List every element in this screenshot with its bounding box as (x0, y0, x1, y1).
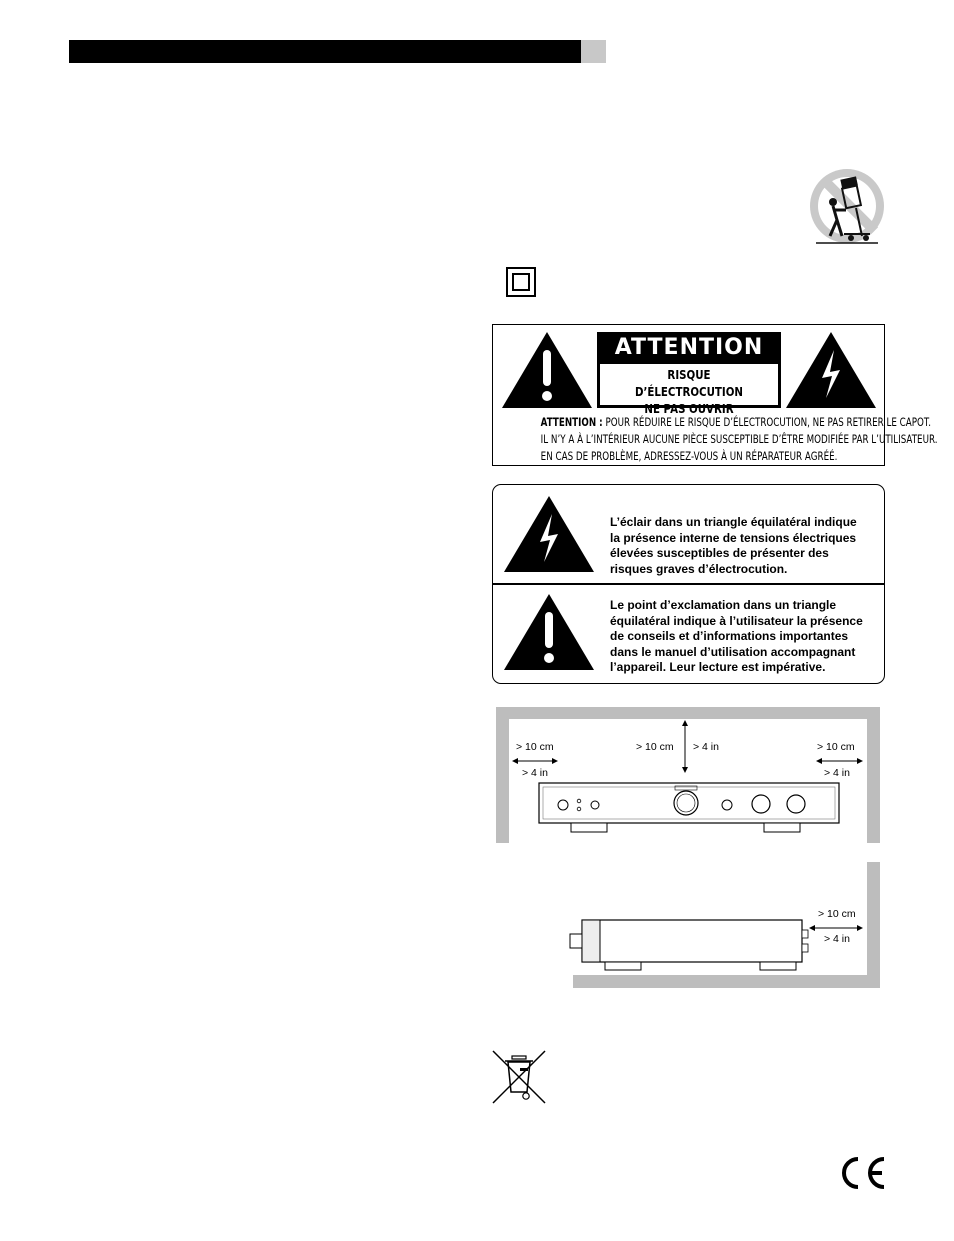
side-clearance-wall (867, 862, 880, 988)
clearance-right-cm: > 10 cm (817, 741, 855, 753)
symbols-divider (493, 583, 884, 585)
clearance-left-in: > 4 in (522, 767, 548, 779)
clearance-top-in: > 4 in (693, 741, 719, 753)
exclamation-triangle-icon (500, 330, 594, 410)
amplifier-front-view (509, 719, 867, 843)
lightning-triangle-icon (502, 494, 596, 574)
attention-title: ATTENTION (614, 335, 764, 360)
amplifier-side-view (560, 900, 866, 975)
clearance-rear-in: > 4 in (824, 933, 850, 945)
clearance-rear-cm: > 10 cm (818, 908, 856, 920)
clearance-top-cm: > 10 cm (636, 741, 674, 753)
exclamation-triangle-icon (502, 592, 596, 672)
no-cart-tip-over-icon (806, 168, 888, 250)
attention-text: ATTENTION : POUR RÉDUIRE LE RISQUE D’ÉLECTROCUTION, NE PAS RETIRER LE CAPOT. IL N’Y A À L’INTÉRIEUR AUCUNE PIÈCE SUSCEPTIBLE D’ÊTRE MODIFIÉE PAR L’UTILISATEUR. EN CAS DE PROBLÈME, ADRESSEZ-VOUS À UN RÉPARATEUR AGRÉÉ. (540, 415, 938, 463)
header-tab (581, 40, 606, 63)
attention-subtitle: RISQUE D’ÉLECTROCUTION NE PAS OUVRIR (634, 367, 744, 416)
double-insulation-square-icon (506, 267, 536, 297)
lightning-triangle-icon (784, 330, 878, 410)
ce-mark-icon (836, 1156, 888, 1190)
clearance-left-cm: > 10 cm (516, 741, 554, 753)
crossed-out-wheelie-bin-icon (490, 1048, 548, 1106)
side-clearance-floor (573, 975, 880, 988)
clearance-right-in: > 4 in (824, 767, 850, 779)
header-bar (69, 40, 581, 63)
lightning-description: L’éclair dans un triangle équilatéral indique la présence interne de tensions électriques élevées susceptibles de présenter des risques graves d’électrocution. (610, 515, 857, 576)
exclamation-description: Le point d’exclamation dans un triangle équilatéral indique à l’utilisateur la présence de conseils et d’informations importantes dans le manuel d’utilisation accompagnant l’appareil. Leur lecture est impérative. (610, 598, 863, 674)
